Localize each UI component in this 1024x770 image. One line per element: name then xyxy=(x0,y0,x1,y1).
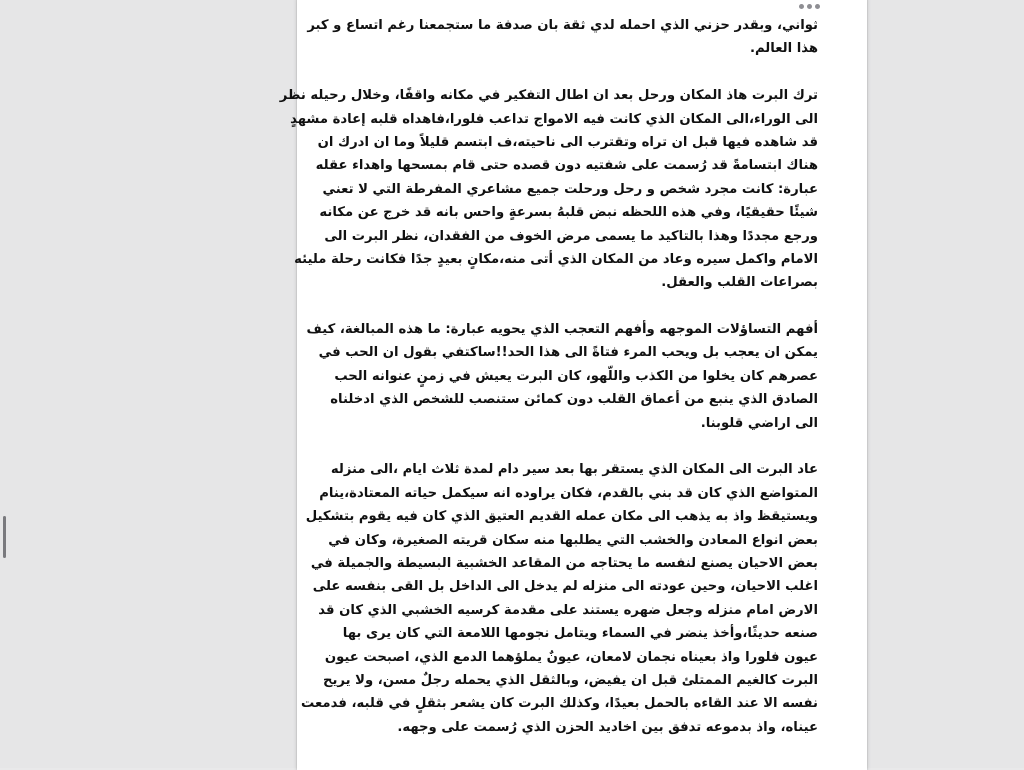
paragraph xyxy=(301,458,818,739)
text-line: صنعه حديثًا،وأخذ ينضر في السماء ويتامل نجومها اللامعة التي كان يرى بها xyxy=(342,626,818,642)
text-line: ويستيقظ واذ به يذهب الى مكان عمله القديم العتيق الذي كان فيه يقوم بتشكيل xyxy=(305,509,818,525)
text-line: بصراعات القلب والعقل. xyxy=(661,275,818,291)
text-line: ترك البرت هاذ المكان ورحل بعد ان اطال التفكير في مكانه واقفًا، وخلال رحيله نظر xyxy=(279,88,818,104)
text-line: الى الوراء،الى المكان الذي كانت فيه الامواج تداعب فلورا،فاهداه قلبه إعادة مشهدٍ xyxy=(290,111,818,127)
text-line: عصرهم كان يخلوا من الكذب واللّهو، كان البرت يعيش في زمنٍ عنوانه الحب xyxy=(334,368,818,384)
text-line: الارض امام منزله وجعل ضهره يستند على مقدمة كرسيه الخشبي الذي كان قد xyxy=(318,602,818,618)
text-line: عيون فلورا واذ بعيناه نجمان لامعان، عيونٌ يملؤهما الدمع الذي، اصبحت عيون xyxy=(324,649,818,665)
text-line: البرت كالغيم الممتلئ قبل ان يفيض، وبالثقل الذي يحمله رجلٌ مسن، ولا يريح xyxy=(322,672,818,688)
text-line: عيناه، واذ بدموعه تدفق بين اخاديد الحزن الذي رُسمت على وجهه. xyxy=(397,719,818,735)
more-options-icon[interactable] xyxy=(799,4,820,9)
text-line: عاد البرت الى المكان الذي يستقر بها بعد سير دام لمدة ثلاث ايام ،الى منزله xyxy=(330,462,818,478)
text-line: هناك ابتسامةً قد رُسمت على شفتيه دون قصده حتى قام بمسحها واهداء عقله xyxy=(315,158,818,174)
text-line: الصادق الذي ينبع من أعماق القلب دون كمائن ستنصب للشخص الذي ادخلناه xyxy=(330,392,818,408)
text-line: قد شاهده فيها قبل ان تراه وتقترب الى ناحيته،ف ابتسم قليلاً وما ان ادرك ان xyxy=(317,134,818,150)
text-line: بعض الاحيان يصنع لنفسه ما يحتاجه من المقاعد الخشبية البسيطة والجميلة في xyxy=(310,555,818,571)
text-line: عبارة: كانت مجرد شخص و رحل ورحلت جميع مشاعري المفرطة التي لا تعني xyxy=(322,181,818,197)
text-line: ورجع مجددًا وهذا بالتاكيد ما يسمى مرض الخوف من الفقدان، نظر البرت الى xyxy=(324,228,818,244)
text-line: بعض انواع المعادن والخشب التي يطلبها منه سكان قريته الصغيرة، وكان في xyxy=(328,532,818,548)
paragraph xyxy=(279,84,818,295)
text-line: الامام واكمل سيره وعاد من المكان الذي أتى منه،مكانٍ بعيدٍ جدًا فكانت رحلة مليئه xyxy=(294,251,818,267)
text-line: نفسه الا عند القاءه بالحمل بعيدًا، وكذلك البرت كان يشعر بثقلٍ في قلبه، فدمعت xyxy=(301,696,818,712)
text-line: يمكن ان يعجب بل ويحب المرء فتاةً الى هذا الحد!!ساكتفي بقول ان الحب في xyxy=(318,345,818,361)
paragraph xyxy=(307,14,818,61)
scroll-indicator[interactable] xyxy=(3,516,6,558)
text-line: اغلب الاحيان، وحين عودته الى منزله لم يدخل الى الداخل بل القى بنفسه على xyxy=(312,579,818,595)
text-line: ثواني، وبقدر حزني الذي احمله لدي ثقة بان صدفة ما ستجمعنا رغم اتساع و كبر xyxy=(307,18,818,33)
text-line: أفهم التساؤلات الموجهه وأفهم التعجب الذي يحويه عبارة: ما هذه المبالغة، كيف xyxy=(306,322,818,338)
document-body[interactable] xyxy=(279,14,818,763)
text-line: شيئًا حقيقيًا، وفي هذه اللحظه نبض قلبهُ بسرعةٍ واحس بانه قد خرج عن مكانه xyxy=(319,205,818,221)
text-line: المتواضع الذي كان قد بني بالقدم، فكان يراوده انه سيكمل حياته المعتادة،ينام xyxy=(319,485,818,501)
paragraph xyxy=(306,318,818,435)
text-line: هذا العالم. xyxy=(749,41,818,57)
text-line: الى اراضي قلوبنا. xyxy=(700,415,818,431)
